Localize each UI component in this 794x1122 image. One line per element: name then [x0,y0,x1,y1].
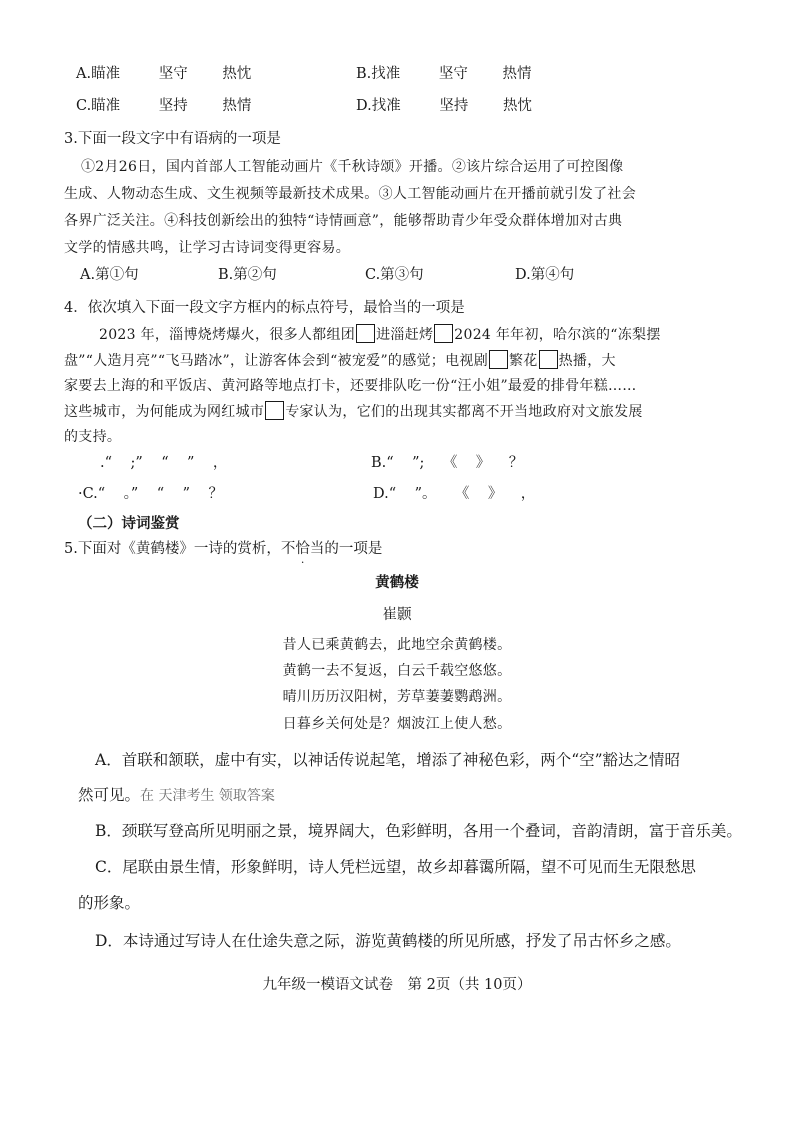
q4-line-4 [64,401,643,421]
q5-option-b: B．颈联写登高所见明丽之景，境界阔大，色彩鲜明，各用一个叠词，音韵清朗，富于音乐美。 [95,822,742,840]
q5-option-c-line-1: C．尾联由景生情，形象鲜明，诗人凭栏远望，故乡却暮霭所隔，望不可见而生无限愁思 [95,858,696,876]
q3-stem: 3.下面一段文字中有语病的一项是 [64,131,281,147]
q5-stem-emphasis: 不恰当 [280,541,325,557]
q2-option-b-label: B.找准 [356,66,401,82]
q2-option-c-label: C.瞄准 [76,98,121,114]
q4-option-b: B.“ ”; 《 》 ？ [371,455,524,471]
poem-line-2: 黄鹤一去不复返，白云千载空悠悠。 [282,663,512,679]
q2-option-a [76,62,251,83]
poem-author: 崔颢 [382,607,412,623]
q4-line-1-b: 进淄赶烤 [376,327,434,343]
q4-line-2-b: 繁花 [509,353,538,369]
q2-option-b-word1: 坚守 [438,66,468,82]
q3-line-1: ①2月26日，国内首部人工智能动画片《千秋诗颂》开播。②该片综合运用了可控图像 [81,159,624,175]
q3-option-b: B.第②句 [218,267,277,283]
poem-line-4: 日暮乡关何处是？烟波江上使人愁。 [282,716,512,732]
q4-option-a: .“ ;” “ ” ， [100,455,228,471]
blank-box-4 [539,350,558,369]
q5-stem-c: 的一项是 [324,541,383,557]
q4-line-5: 的支持。 [64,429,122,445]
q4-option-d: D.“ ”。 《 》 ， [373,486,536,502]
q4-stem: 4．依次填入下面一段文字方框内的标点符号，最恰当的一项是 [64,300,465,316]
q3-option-a: A.第①句 [80,267,139,283]
q2-option-d [356,94,532,115]
q4-line-4-b: 专家认为，它们的出现其实都离不开当地政府对文旅发展 [285,404,643,420]
q4-line-3: 家要去上海的和平饭店、黄河路等地点打卡，还要排队吃一份“汪小姐”最爱的排骨年糕…… [64,378,637,394]
poem-line-1: 昔人已乘黄鹤去，此地空余黄鹤楼。 [282,637,512,653]
blank-box-5 [265,401,284,420]
q5-stem [64,537,382,558]
q3-line-3: 各界广泛关注。④科技创新绘出的独特“诗情画意”，能够帮助青少年受众群体增加对古典 [64,213,623,229]
q2-option-c-word1: 坚持 [158,98,188,114]
q2-option-a-word2: 热忱 [222,66,252,82]
poem-line-3: 晴川历历汉阳树，芳草萋萋鹦鹉洲。 [282,689,512,705]
blank-box-1 [356,324,375,343]
q3-option-d: D.第④句 [515,267,575,283]
poem-title: 黄鹤楼 [375,575,419,591]
q2-option-b-word2: 热情 [502,66,532,82]
q5-option-a-line-2 [78,783,275,805]
q4-line-1 [99,324,661,344]
q3-line-2: 生成、人物动态生成、文生视频等最新技术成果。③人工智能动画片在开播前就引发了社会 [64,186,636,202]
q2-option-c [76,94,251,115]
q5-option-c-line-2: 的形象。 [78,894,141,912]
q2-option-d-word2: 热忱 [502,98,532,114]
q4-line-1-c: 2024 年年初，哈尔滨的“冻梨摆 [454,327,661,343]
q2-option-d-label: D.找准 [356,98,401,114]
q4-line-4-a: 这些城市，为何能成为网红城市 [64,404,265,420]
q2-option-c-word2: 热情 [222,98,252,114]
q2-option-d-word1: 坚持 [439,98,469,114]
watermark-text: 在 天津考生 领取答案 [140,788,275,804]
q5-stem-a: 5.下面对《黄鹤楼》一诗的赏析， [64,541,281,557]
q4-line-2 [64,350,616,370]
blank-box-2 [434,324,453,343]
page-footer: 九年级一模语文试卷 第 2页（共 10页） [262,977,532,993]
q4-option-c: ·C.“ 。” “ ” ？ [78,486,223,502]
q5-option-d: D．本诗通过写诗人在仕途失意之际，游览黄鹤楼的所见所感，抒发了吊古怀乡之感。 [95,932,681,950]
section-heading: （二）诗词鉴赏 [78,516,180,532]
q3-option-c: C.第③句 [365,267,424,283]
q5-option-a-line-2-text: 然可见。 [78,786,141,804]
q2-option-a-label: A.瞄准 [76,66,121,82]
q4-line-1-a: 2023 年，淄博烧烤爆火，很多人都组团 [99,327,356,343]
q3-line-4: 文学的情感共鸣，让学习古诗词变得更容易。 [64,240,350,256]
q2-option-a-word1: 坚守 [158,66,188,82]
q4-line-2-a: 盘”“人造月亮”“飞马踏冰”，让游客体会到“被宠爱”的感觉；电视剧 [64,353,488,369]
q4-line-2-c: 热播，大 [558,353,616,369]
q5-option-a-line-1: A．首联和颔联，虚中有实，以神话传说起笔，增添了神秘色彩，两个“空”豁达之情昭 [95,751,681,769]
blank-box-3 [489,350,508,369]
q2-option-b [356,62,531,83]
